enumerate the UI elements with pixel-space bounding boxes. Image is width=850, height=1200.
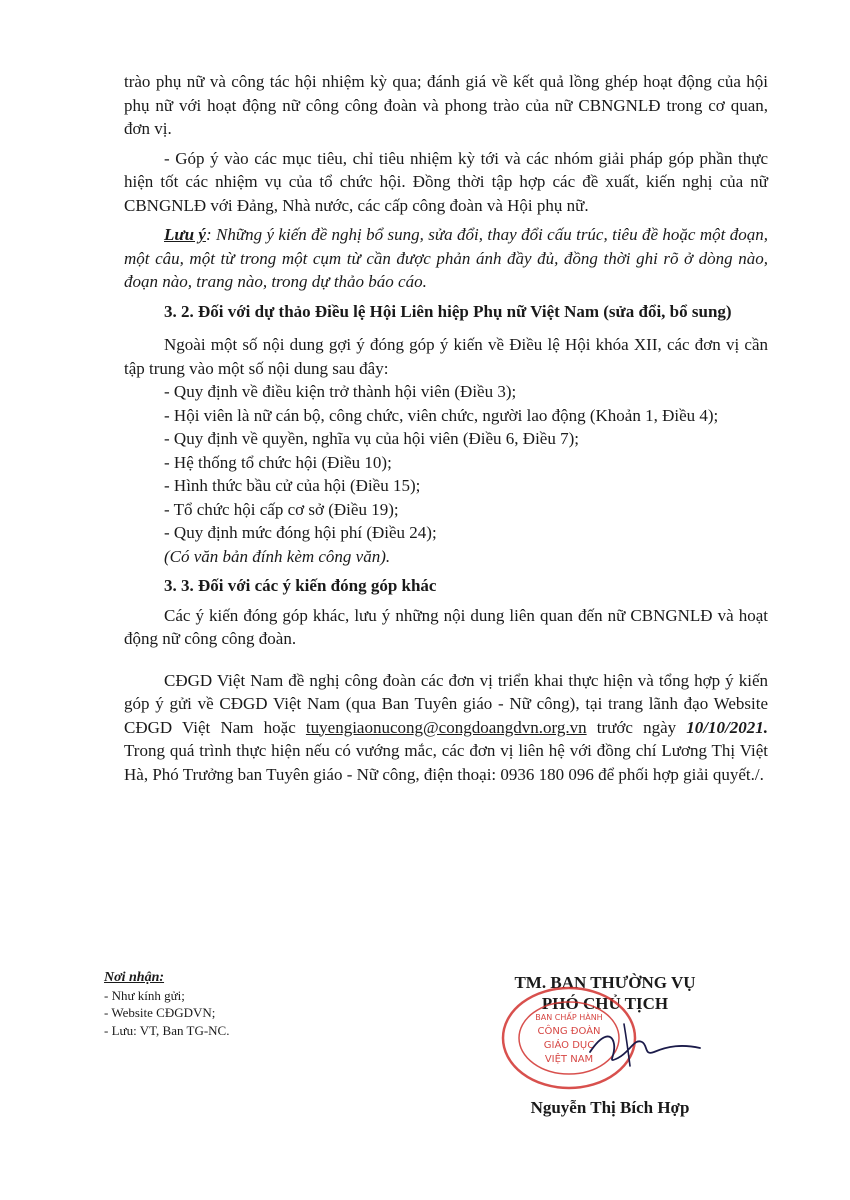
handwritten-signature [584,1014,704,1074]
signature-title-1: TM. BAN THƯỜNG VỤ [514,973,696,992]
email-link[interactable]: tuyengiaonucong@congdoangdvn.org.vn [305,717,587,737]
recipients-block [104,969,229,1039]
list-item: - Hình thức bầu cử của hội (Điều 15); [164,476,421,495]
stamp-line-2: CÔNG ĐOÀN [537,1026,601,1037]
list-item: - Quy định mức đóng hội phí (Điều 24); [164,523,437,542]
paragraph-3-3: Các ý kiến đóng góp khác, lưu ý những nội dung liên quan đến nữ CBNGNLĐ và hoạt động nữ công công đoàn. [124,605,768,648]
stamp-line-3: GIÁO DỤC [543,1040,595,1051]
list-item: - Quy định về điều kiện trở thành hội viên (Điều 3); [164,382,517,401]
closing-text-2: trước ngày [586,717,687,737]
recipient-item: - Như kính gửi; [104,987,185,1003]
list-3-2 [124,380,768,545]
paragraph-2: - Góp ý vào các mục tiêu, chỉ tiêu nhiệm kỳ tới và các nhóm giải pháp góp phần thực hiện tốt các nhiệm vụ của tổ chức hội. Đồng thời tập hợp các đề xuất, kiến nghị của nữ CBNGNLĐ với Đảng, Nhà nước, các cấp công đoàn và Hội phụ nữ. [124,148,768,215]
recipient-item: - Lưu: VT, Ban TG-NC. [104,1022,230,1038]
stamp-line-1: BAN CHẤP HÀNH [535,1013,603,1022]
note-paragraph [124,223,768,294]
note-text: : Những ý kiến đề nghị bổ sung, sửa đổi, thay đổi cấu trúc, tiêu đề hoặc một đoạn, một câu, một từ trong một cụm từ cần được phản ánh đầy đủ, đồng thời ghi rõ ở dòng nào, đoạn nào, trang nào, trong dự thảo báo cáo. [124,225,768,291]
closing-text-1: CĐGD Việt Nam đề nghị công đoàn các đơn vị triển khai thực hiện và tổng hợp ý kiến góp ý gửi về CĐGD Việt Nam (qua Ban Tuyên giáo - Nữ công), tại trang lãnh đạo Website CĐGD Việt Nam hoặc [124,670,768,737]
document-body [124,70,768,786]
list-item: - Tổ chức hội cấp cơ sở (Điều 19); [164,499,399,519]
closing-text-3: Trong quá trình thực hiện nếu có vướng mắc, các đơn vị liên hệ với đồng chí Lương Thị Việt Hà, Phó Trưởng ban Tuyên giáo - Nữ công, điện thoại: 0936 180 096 để phối hợp giải quyết./. [124,741,768,784]
signature-title-2: PHÓ CHỦ TỊCH [541,994,669,1013]
attachment-note: (Có văn bản đính kèm công văn). [164,546,391,566]
intro-3-2: Ngoài một số nội dung gợi ý đóng góp ý kiến về Điều lệ Hội khóa XII, các đơn vị cần tập trung vào một số nội dung sau đây: [124,335,768,378]
paragraph-1: trào phụ nữ và công tác hội nhiệm kỳ qua; đánh giá về kết quả lồng ghép hoạt động của hội phụ nữ với hoạt động nữ công công đoàn và phong trào của nữ CBNGNLĐ trong cơ quan, đơn vị. [124,72,768,138]
list-item: - Hội viên là nữ cán bộ, công chức, viên chức, người lao động (Khoản 1, Điều 4); [164,405,719,425]
note-label: Lưu ý [164,225,206,244]
heading-3-2: 3. 2. Đối với dự thảo Điều lệ Hội Liên hiệp Phụ nữ Việt Nam (sửa đổi, bổ sung) [164,301,732,321]
closing-paragraph [124,669,768,787]
recipients-title: Nơi nhận: [104,970,165,985]
heading-3-3: 3. 3. Đối với các ý kiến đóng góp khác [164,576,437,595]
list-item: - Hệ thống tổ chức hội (Điều 10); [164,452,392,472]
recipient-item: - Website CĐGDVN; [104,1005,216,1020]
stamp-line-4: VIỆT NAM [544,1054,594,1065]
signer-name: Nguyễn Thị Bích Hợp [530,1098,690,1117]
deadline-date: 10/10/2021. [686,717,768,737]
list-item: - Quy định về quyền, nghĩa vụ của hội viên (Điều 6, Điều 7); [164,429,579,448]
